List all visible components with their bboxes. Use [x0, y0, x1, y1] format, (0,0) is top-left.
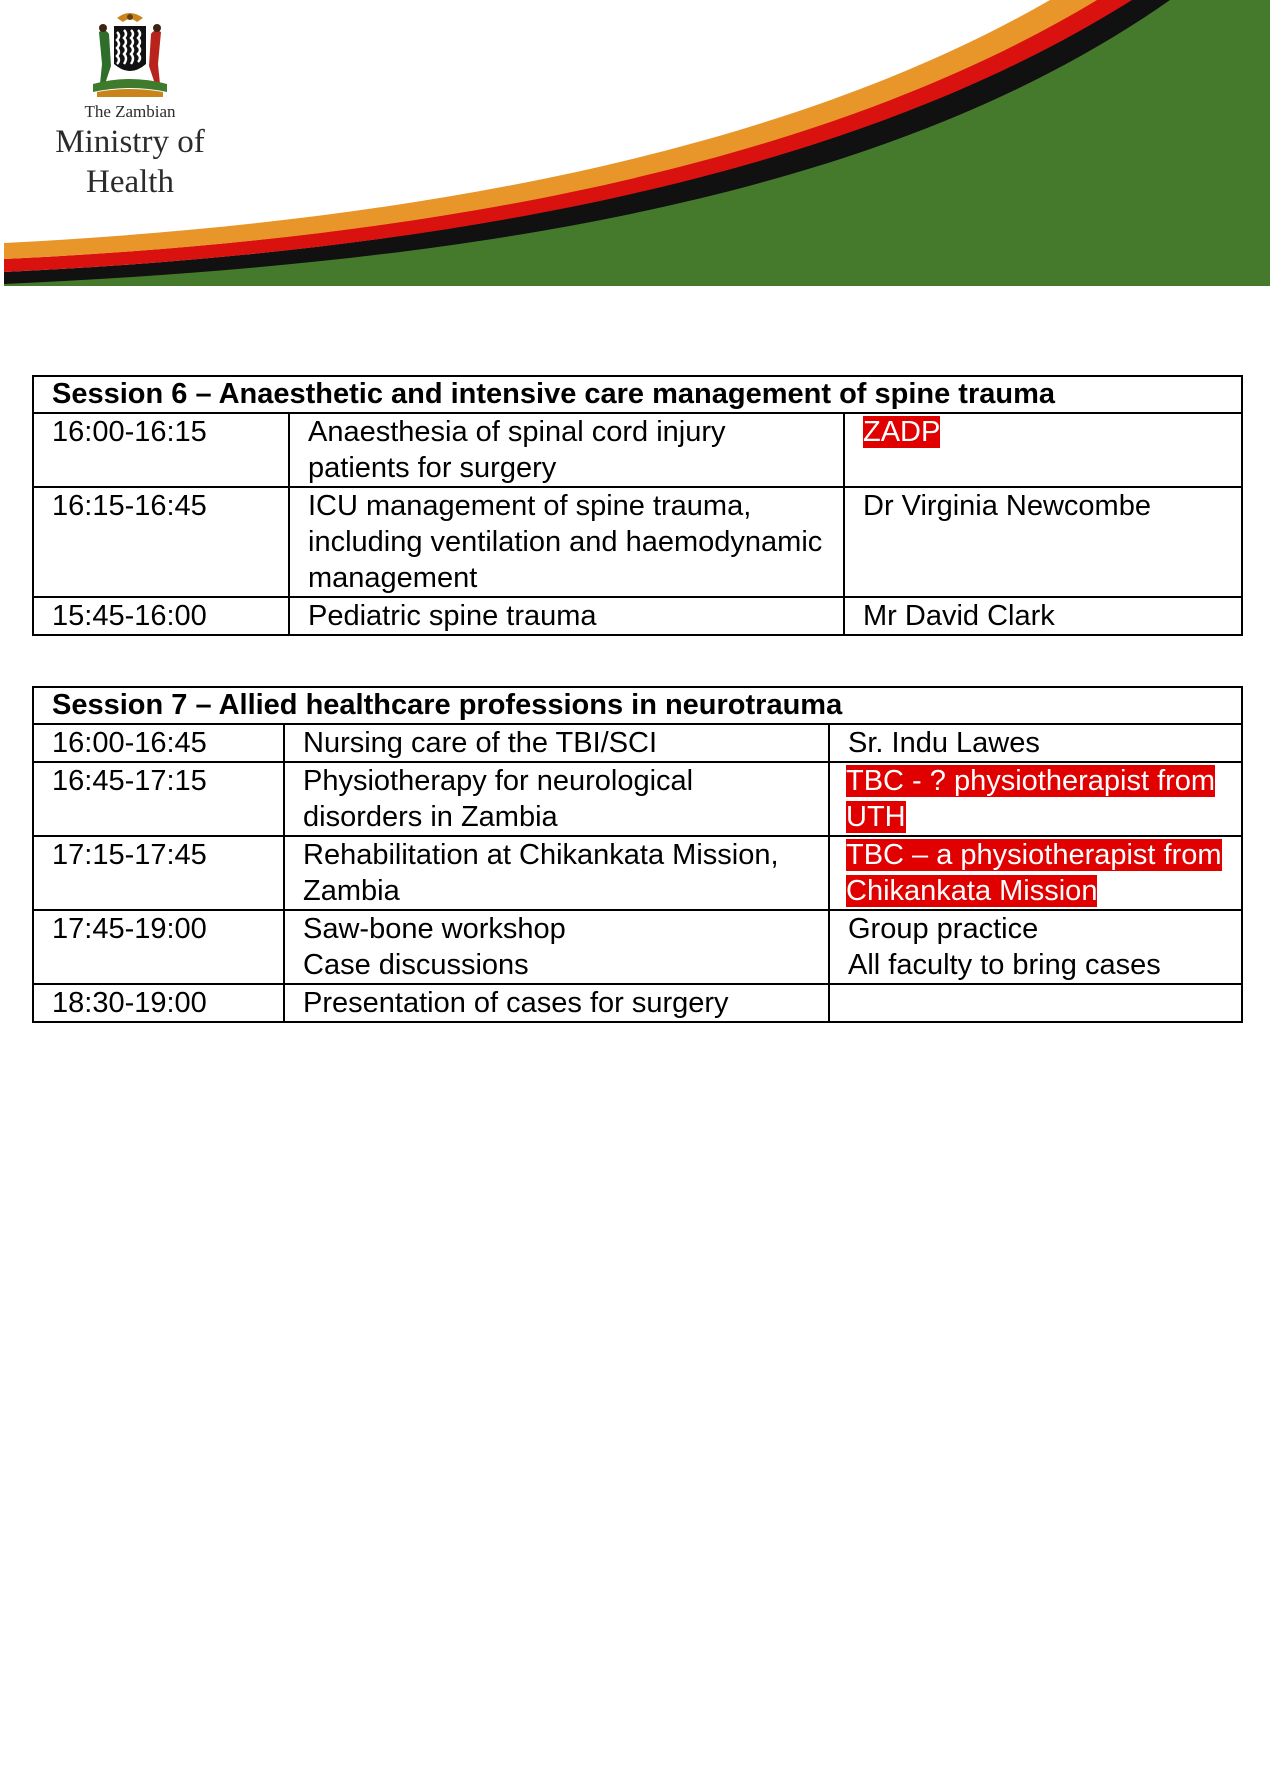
speaker-cell: Dr Virginia Newcombe: [844, 487, 1242, 597]
table-row: [33, 724, 1242, 762]
logo-line-the-zambian: The Zambian: [84, 102, 176, 121]
speaker-line: Group practice: [848, 913, 1039, 945]
session-6-table: [32, 375, 1243, 636]
speaker-cell: [829, 836, 1242, 910]
time-cell: 17:15-17:45: [33, 836, 284, 910]
topic-line: Saw-bone workshop: [303, 913, 566, 945]
topic-cell: Physiotherapy for neurological disorders in Zambia: [284, 762, 829, 836]
topic-cell: Nursing care of the TBI/SCI: [284, 724, 829, 762]
session-6-title: Session 6 – Anaesthetic and intensive care management of spine trauma: [33, 376, 1242, 413]
speaker-tbc-highlight: ZADP: [863, 416, 941, 448]
table-row: [33, 487, 1242, 597]
time-cell: 17:45-19:00: [33, 910, 284, 984]
session-7-title: Session 7 – Allied healthcare professions in neurotrauma: [33, 687, 1242, 724]
ministry-logo: [40, 8, 220, 202]
page-header: [0, 0, 1270, 300]
session-7-table: [32, 686, 1243, 1023]
speaker-cell: Sr. Indu Lawes: [829, 724, 1242, 762]
topic-cell: [284, 910, 829, 984]
coat-of-arms-icon: [87, 8, 173, 100]
logo-line-ministry-of: Ministry of: [55, 124, 205, 160]
topic-line: Case discussions: [303, 949, 529, 981]
speaker-tbc-highlight: TBC – a physiotherapist from Chikankata Mission: [846, 839, 1222, 907]
time-cell: 16:00-16:15: [33, 413, 289, 487]
time-cell: 16:45-17:15: [33, 762, 284, 836]
topic-cell: Presentation of cases for surgery: [284, 984, 829, 1022]
topic-cell: Anaesthesia of spinal cord injury patients for surgery: [289, 413, 844, 487]
time-cell: 16:00-16:45: [33, 724, 284, 762]
table-row: [33, 910, 1242, 984]
table-row: [33, 836, 1242, 910]
time-cell: 15:45-16:00: [33, 597, 289, 635]
topic-cell: ICU management of spine trauma, including ventilation and haemodynamic management: [289, 487, 844, 597]
table-row: [33, 762, 1242, 836]
speaker-cell: [829, 910, 1242, 984]
table-row: [33, 597, 1242, 635]
topic-cell: Pediatric spine trauma: [289, 597, 844, 635]
logo-line-health: Health: [86, 164, 174, 200]
speaker-cell: [829, 762, 1242, 836]
time-cell: 16:15-16:45: [33, 487, 289, 597]
session-6-title-row: [33, 376, 1242, 413]
speaker-tbc-highlight: TBC - ? physiotherapist from UTH: [846, 765, 1216, 833]
time-cell: 18:30-19:00: [33, 984, 284, 1022]
topic-cell: Rehabilitation at Chikankata Mission, Zambia: [284, 836, 829, 910]
speaker-cell: [844, 413, 1242, 487]
table-row: [33, 413, 1242, 487]
table-row: [33, 984, 1242, 1022]
session-7-title-row: [33, 687, 1242, 724]
speaker-cell: Mr David Clark: [844, 597, 1242, 635]
speaker-cell: [829, 984, 1242, 1022]
speaker-line: All faculty to bring cases: [848, 949, 1161, 981]
